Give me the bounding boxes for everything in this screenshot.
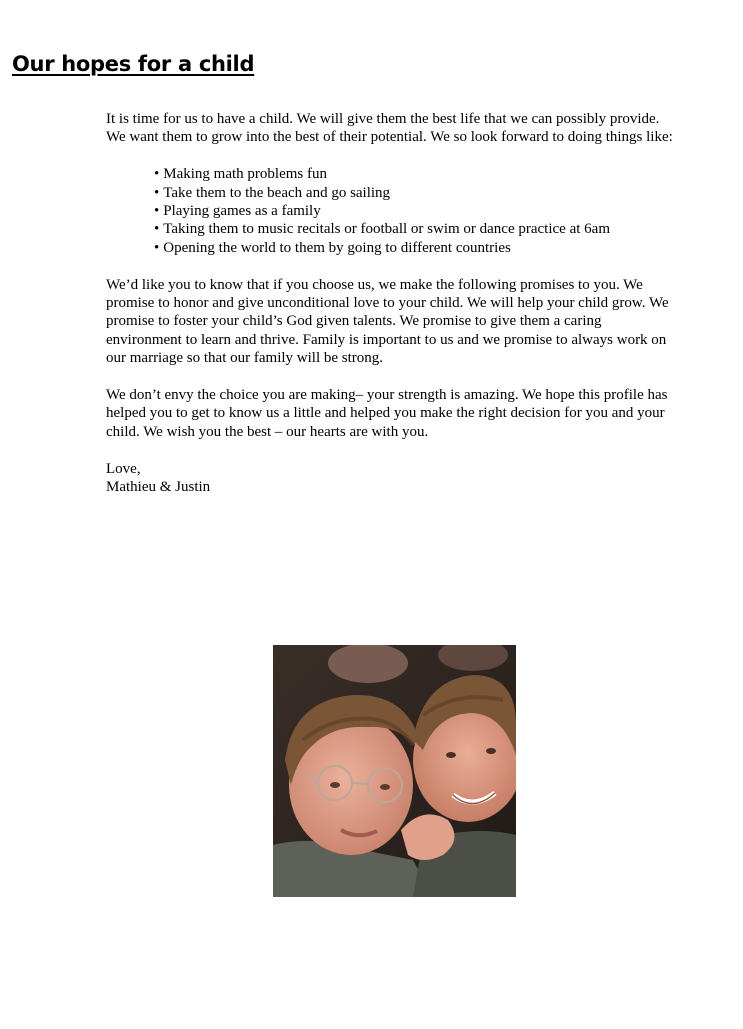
page-heading: Our hopes for a child (12, 52, 255, 76)
list-item-text: Take them to the beach and go sailing (163, 184, 391, 201)
list-item (154, 202, 678, 220)
list-item-text: Taking them to music recitals or football or swim or dance practice at 6am (163, 221, 610, 238)
signoff: Love, (106, 460, 141, 477)
letter-body (106, 110, 678, 496)
list-item-text: Opening the world to them by going to different countries (163, 239, 511, 256)
list-item-text: Making math problems fun (163, 166, 327, 183)
list-item (154, 165, 678, 183)
bullet-icon: • (154, 239, 160, 256)
list-item (154, 220, 678, 238)
promises-paragraph: We’d like you to know that if you choose us, we make the following promises to you. We promise to honor and give unconditional love to your child. We will help your child grow. We promise to foster your child’s God given talents. We promise to give them a caring environment to learn and thrive. Family is important to us and we promise to always work on our marriage so that our family will be strong. (106, 276, 669, 367)
intro-paragraph: It is time for us to have a child. We will give them the best life that we can possibly provide. We want them to grow into the best of their potential. We so look forward to doing things like: (106, 111, 673, 146)
hopes-list (106, 165, 678, 257)
couple-photo (273, 645, 516, 897)
bullet-icon: • (154, 221, 160, 238)
list-item-text: Playing games as a family (163, 203, 321, 220)
bullet-icon: • (154, 184, 160, 201)
list-item (154, 239, 678, 257)
signature: Mathieu & Justin (106, 479, 211, 496)
bullet-icon: • (154, 203, 160, 220)
closing-paragraph: We don’t envy the choice you are making– your strength is amazing. We hope this profile has helped you to get to know us a little and helped you make the right decision for you and your child. We wish you the best – our hearts are with you. (106, 387, 668, 440)
bullet-icon: • (154, 166, 160, 183)
list-item (154, 184, 678, 202)
